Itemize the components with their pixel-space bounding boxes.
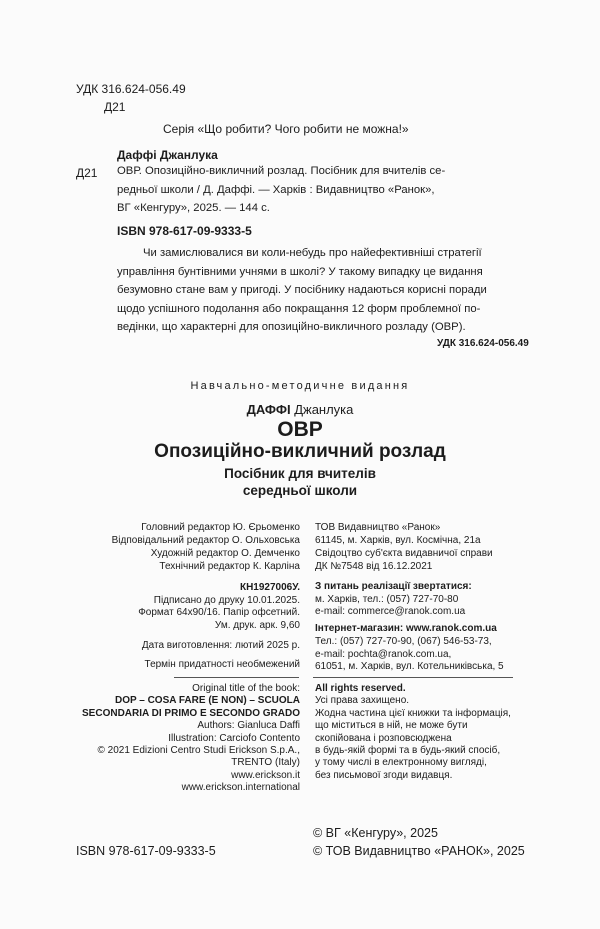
short-title: ОВР — [277, 418, 323, 441]
annotation-line: безумовно стане вам у пригоді. У посібнику надаються корисні поради — [117, 284, 487, 296]
full-title: Опозиційно-викличний розлад — [154, 441, 446, 462]
print-sheets: Ум. друк. арк. 9,60 — [214, 619, 300, 631]
annotation — [117, 244, 539, 337]
shelf-life: Термін придатності необмежений — [144, 659, 300, 670]
title-author-surname: ДАФФІ — [246, 402, 291, 417]
rights-line: без письмової згоди видавця. — [315, 769, 453, 781]
original-line: www.erickson.it — [231, 769, 300, 781]
subtitle-line: середньої школи — [242, 483, 358, 498]
divider-left — [174, 677, 299, 678]
record-desc-line: ОВР. Опозиційно-викличний розлад. Посібник для вчителів се- — [117, 165, 446, 177]
copyright-ranok: © ТОВ Видавництво «РАНОК», 2025 — [313, 844, 525, 858]
shop-line: e-mail: pochta@ranok.com.ua, — [315, 648, 452, 660]
original-line: Authors: Gianluca Daffi — [197, 720, 300, 732]
edition-type: Навчально-методичне видання — [190, 380, 410, 392]
original-line: © 2021 Edizioni Centro Studi Erickson S.p.A., — [97, 745, 300, 757]
rights-line: що міститься в ній, не може бути — [315, 720, 468, 732]
original-line: Illustration: Carciofo Contento — [168, 732, 300, 744]
editor-line: Технічний редактор К. Карліна — [159, 561, 300, 572]
shop-heading: Інтернет-магазин: www.ranok.com.ua — [315, 623, 497, 634]
series-title: Серія «Що робити? Чого робити не можна!» — [163, 122, 409, 136]
annotation-udk: УДК 316.624-056.49 — [437, 338, 529, 349]
record-description — [117, 162, 539, 218]
print-signed: Підписано до друку 10.01.2025. — [153, 594, 300, 606]
title-author — [0, 402, 600, 417]
annotation-line: Чи замислювалися ви коли-небудь про найефективніші стратегії — [143, 247, 482, 259]
divider-right — [313, 677, 513, 678]
udk-code: УДК 316.624-056.49 — [76, 82, 186, 96]
record-desc-line: редньої школи / Д. Даффі. — Харків : Видавництво «Ранок», — [117, 183, 435, 196]
record-mark: Д21 — [76, 166, 98, 180]
publisher-info — [315, 521, 493, 573]
rights-info — [315, 683, 511, 782]
sales-heading: З питань реалізації звертатися: — [315, 581, 472, 592]
publisher-line: ТОВ Видавництво «Ранок» — [315, 522, 441, 533]
rights-line: Усі права захищено. — [315, 695, 410, 707]
record-isbn: ISBN 978-617-09-9333-5 — [117, 224, 252, 238]
editor-line: Художній редактор О. Демченко — [150, 548, 300, 559]
subtitle — [0, 465, 600, 499]
copyright-kenguru: © ВГ «Кенгуру», 2025 — [313, 826, 438, 840]
annotation-line: ведінки, що характерні для опозиційно-викличного розладу (ОВР). — [117, 321, 466, 333]
print-format: Формат 64х90/16. Папір офсетний. — [138, 607, 300, 618]
shop-info — [315, 623, 504, 674]
record-desc-line: ВГ «Кенгуру», 2025. — 144 с. — [117, 202, 270, 214]
editor-line: Головний редактор Ю. Єрьоменко — [141, 522, 300, 533]
rights-line: у тому числі в електронному вигляді, — [315, 757, 487, 769]
sales-line: м. Харків, тел.: (057) 727-70-80 — [315, 593, 459, 605]
sales-line: e-mail: commerce@ranok.com.ua — [315, 606, 466, 617]
subtitle-line: Посібник для вчителів — [224, 466, 376, 481]
shop-line: Тел.: (057) 727-70-90, (067) 546-53-73, — [315, 635, 492, 647]
original-title-line: SECONDARIA DI PRIMO E SECONDO GRADO — [82, 707, 300, 719]
publisher-line: 61145, м. Харків, вул. Космічна, 21а — [315, 535, 481, 546]
original-line: www.erickson.international — [181, 782, 300, 794]
publisher-line: ДК №7548 від 16.12.2021 — [315, 561, 433, 572]
editor-line: Відповідальний редактор О. Ольховська — [111, 535, 300, 546]
sales-info — [315, 581, 472, 619]
title-author-name: Джанлука — [294, 402, 354, 417]
footer-isbn: ISBN 978-617-09-9333-5 — [76, 844, 216, 858]
annotation-line: управління бунтівними учнями в школі? У такому випадку це видання — [117, 265, 483, 278]
original-label: Original title of the book: — [192, 683, 300, 694]
original-line: TRENTO (Italy) — [231, 757, 300, 769]
editors — [60, 521, 300, 573]
print-code: КН1927006У. — [239, 582, 300, 593]
original-info — [60, 683, 300, 795]
shop-line: 61051, м. Харків, вул. Котельниківська, 5 — [315, 661, 504, 673]
print-info — [60, 582, 300, 632]
original-title-line: DOP – COSA FARE (E NON) – SCUOLA — [114, 695, 300, 707]
rights-heading: All rights reserved. — [315, 683, 406, 694]
rights-line: скопійована і розповсюджена — [315, 732, 452, 744]
rights-line: в будь-якій формі та в будь-який спосіб, — [315, 745, 501, 757]
annotation-line: щодо успішного подолання або покращання 12 форм проблемної по- — [117, 302, 481, 315]
manufacture-date: Дата виготовлення: лютий 2025 р. — [141, 640, 300, 651]
record-author: Даффі Джанлука — [117, 148, 218, 162]
author-mark: Д21 — [104, 100, 126, 114]
publisher-line: Свідоцтво суб'єкта видавничої справи — [315, 548, 493, 559]
rights-line: Жодна частина цієї книжки та інформація, — [315, 707, 511, 719]
